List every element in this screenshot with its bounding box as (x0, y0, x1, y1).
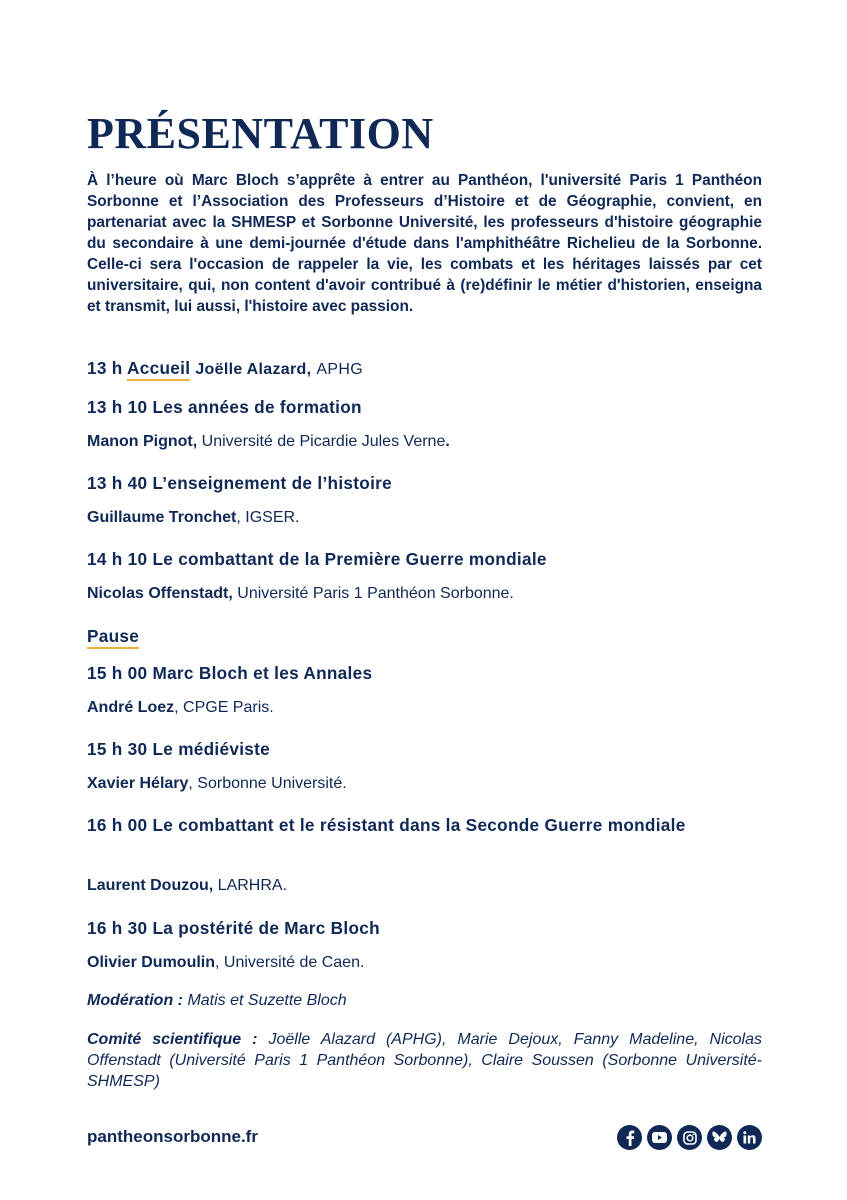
committee-value: Joëlle Alazard (APHG), Marie Dejoux, Fanny Madeline, Nicolas Offenstadt (Université Paris 1 Panthéon Sorbonne), Claire Soussen (Sorbonne Université-SHMESP) (87, 1031, 763, 1090)
social-links (617, 1125, 762, 1150)
speaker-affiliation-end: . (445, 433, 450, 450)
speaker-affiliation: , Université de Caen. (215, 954, 365, 971)
program-welcome (87, 358, 762, 379)
session-speaker (87, 954, 762, 972)
committee-label: Comité scientifique : (87, 1031, 258, 1048)
speaker-affiliation: Université Paris 1 Panthéon Sorbonne. (237, 585, 514, 602)
session-title: 16 h 30 La postérité de Marc Bloch (87, 918, 380, 938)
speaker-name: Manon Pignot, (87, 433, 198, 450)
moderation-value: Matis et Suzette Bloch (187, 992, 347, 1009)
intro-paragraph: À l’heure où Marc Bloch s’apprête à entrer au Panthéon, l'université Paris 1 Panthéon Sorbonne et l’Association des Professeurs d’Histoire et de Géographie, convient, en partenariat avec la SHMESP et Sorbonne Université, les professeurs d'histoire géographie du secondaire à une demi-journée d'étude dans l'amphithéâtre Richelieu de la Sorbonne. Celle-ci sera l'occasion de rappeler la vie, les combats et les héritages laissés par cet universitaire, qui, non content d'avoir contribué à (re)définir le métier d'historien, enseigna et transmit, lui aussi, l'histoire avec passion. (87, 172, 762, 315)
welcome-label: Accueil (127, 358, 190, 381)
speaker-name: Nicolas Offenstadt, (87, 585, 233, 602)
session-title: 14 h 10 Le combattant de la Première Guerre mondiale (87, 549, 547, 569)
session-speaker (87, 699, 762, 717)
session-title: 16 h 00 Le combattant et le résistant dans la Seconde Guerre mondiale (87, 815, 686, 835)
welcome-time: 13 h (87, 358, 123, 378)
session-speaker (87, 509, 762, 527)
speaker-affiliation: LARHRA. (217, 877, 288, 894)
session-speaker (87, 877, 762, 895)
moderation (87, 992, 762, 1010)
committee (87, 1029, 762, 1092)
instagram-icon[interactable] (677, 1125, 702, 1150)
speaker-affiliation: , Sorbonne Université. (188, 775, 347, 792)
pause-label: Pause (87, 626, 762, 647)
session-speaker (87, 433, 762, 451)
page-title: PRÉSENTATION (87, 109, 434, 158)
session-title: 15 h 30 Le médiéviste (87, 739, 271, 759)
bluesky-icon[interactable] (707, 1125, 732, 1150)
speaker-name: Laurent Douzou, (87, 877, 214, 894)
welcome-affiliation: APHG (316, 361, 363, 378)
facebook-icon[interactable] (617, 1125, 642, 1150)
speaker-affiliation: , CPGE Paris. (174, 699, 274, 716)
speaker-name: Guillaume Tronchet (87, 509, 237, 526)
linkedin-icon[interactable] (737, 1125, 762, 1150)
session-title: 13 h 40 L’enseignement de l’histoire (87, 473, 392, 493)
youtube-icon[interactable] (647, 1125, 672, 1150)
speaker-name: Xavier Hélary (87, 775, 189, 792)
speaker-name: Olivier Dumoulin (87, 954, 216, 971)
session-speaker (87, 775, 762, 793)
session-title: 15 h 00 Marc Bloch et les Annales (87, 663, 373, 683)
website-link[interactable]: pantheonsorbonne.fr (87, 1127, 258, 1146)
session-title: 13 h 10 Les années de formation (87, 397, 362, 417)
speaker-name: André Loez (87, 699, 175, 716)
welcome-speaker: Joëlle Alazard, (195, 361, 312, 378)
speaker-affiliation: Université de Picardie Jules Verne (201, 433, 446, 450)
speaker-affiliation: , IGSER. (236, 509, 300, 526)
moderation-label: Modération : (87, 992, 183, 1009)
session-speaker (87, 585, 762, 603)
